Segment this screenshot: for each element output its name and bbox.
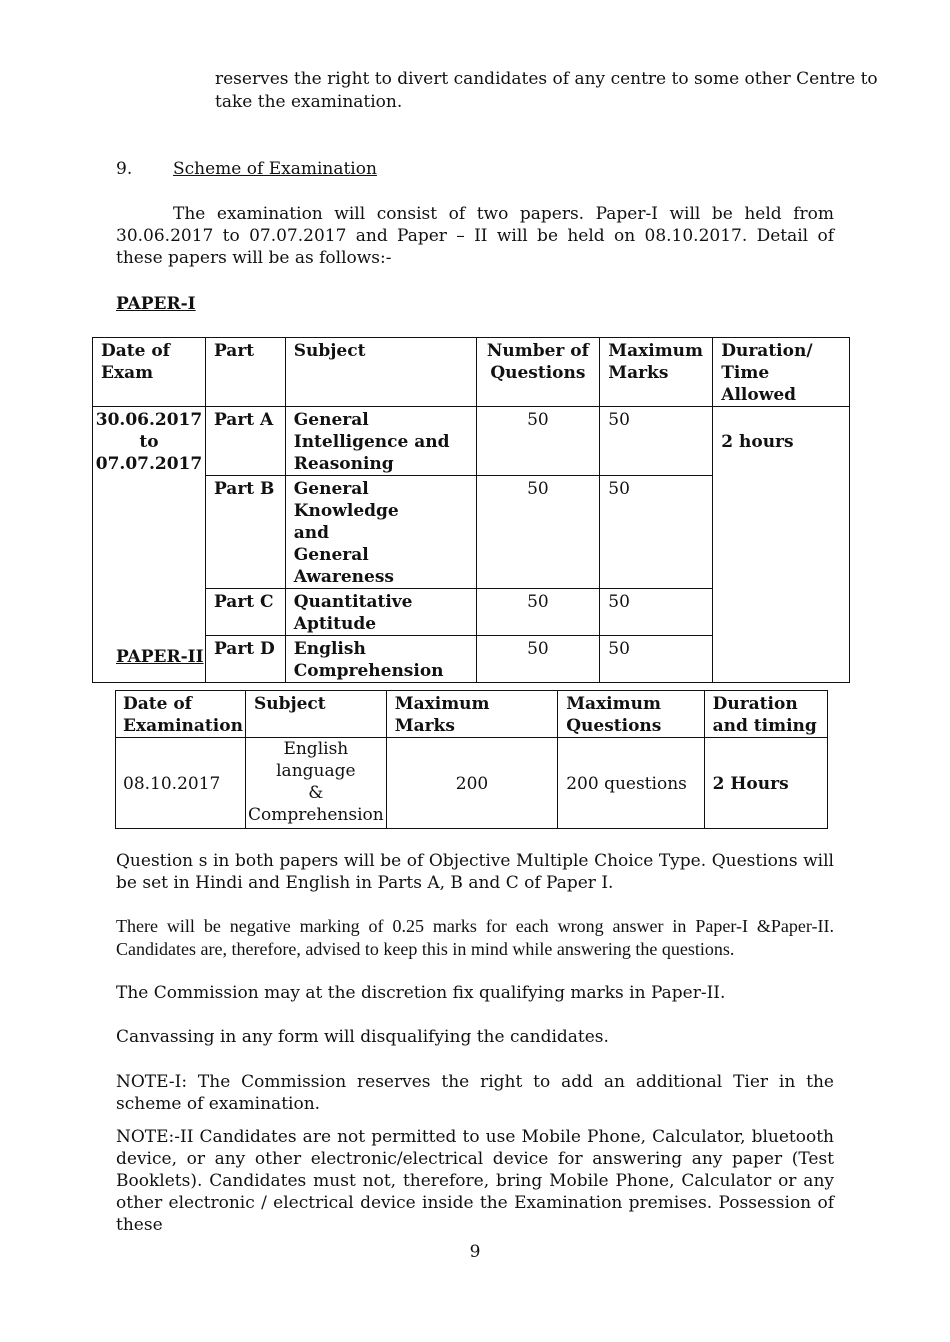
p1-row-d-subject: English Comprehension: [285, 636, 476, 683]
p2-date: 08.10.2017: [116, 738, 246, 829]
qualifying-paragraph: The Commission may at the discretion fix qualifying marks in Paper-II.: [116, 983, 726, 1003]
paper2-heading: PAPER-II: [116, 647, 204, 667]
paper1-heading: PAPER-I: [116, 294, 196, 314]
p1-header-date: Date of Exam: [93, 338, 206, 407]
p2-header-date: Date of Examination: [116, 691, 246, 738]
p2-subject-l3: &: [308, 783, 324, 803]
p2-header-subject: Subject: [245, 691, 386, 738]
canvassing-paragraph: Canvassing in any form will disqualifying the candidates.: [116, 1027, 609, 1047]
p1-row-a-marks: 50: [600, 407, 713, 476]
p1-row-c-questions: 50: [476, 589, 600, 636]
p1-header-marks: Maximum Marks: [600, 338, 713, 407]
note-1-paragraph: NOTE-I: The Commission reserves the right to add an additional Tier in the scheme of examination.: [116, 1072, 834, 1114]
p1-date-to-word: to: [139, 432, 159, 452]
p1-row-b-questions: 50: [476, 476, 600, 589]
p1-row-a-subject: General Intelligence and Reasoning: [285, 407, 476, 476]
p1-row-c-marks: 50: [600, 589, 713, 636]
p1-row-d-marks: 50: [600, 636, 713, 683]
p1-row-b-subject-l1: General Knowledge: [293, 479, 399, 521]
p1-date-from: 30.06.2017: [95, 410, 203, 430]
p2-header-questions: Maximum Questions: [558, 691, 704, 738]
p2-header-duration: Duration and timing: [704, 691, 827, 738]
p1-duration: 2 hours: [721, 432, 794, 452]
p2-duration: 2 Hours: [704, 738, 827, 829]
p1-row-b-subject-l3: General Awareness: [293, 545, 394, 587]
p1-header-duration: Duration/ Time Allowed: [713, 338, 850, 407]
p1-row-a-questions: 50: [476, 407, 600, 476]
intro-line-1: reserves the right to divert candidates of any centre to some other Centre to: [215, 69, 878, 89]
page-number: 9: [469, 1242, 481, 1262]
p1-row-b-subject-l2: and: [293, 523, 330, 543]
p1-header-part: Part: [205, 338, 285, 407]
note-2-paragraph: NOTE:-II Candidates are not permitted to use Mobile Phone, Calculator, bluetooth device, or any other electronic/electrical device for answering any paper (Test Booklets). Candidates must not, therefore, bring Mobile Phone, Calculator or any other electronic / electrical device inside the Examination premises. Possession of these: [116, 1127, 834, 1235]
p1-date-to: 07.07.2017: [95, 454, 203, 474]
p2-subject-l2: language: [276, 761, 356, 781]
p1-header-subject: Subject: [285, 338, 476, 407]
p1-row-c-part: Part C: [205, 589, 285, 636]
objective-paragraph: Question s in both papers will be of Objective Multiple Choice Type. Questions will be set in Hindi and English in Parts A, B and C of Paper I.: [116, 851, 834, 893]
p1-row-b-part: Part B: [205, 476, 285, 589]
p1-row-b-subject: [285, 476, 476, 589]
p2-subject-l1: English: [283, 739, 349, 759]
p2-header-marks: Maximum Marks: [386, 691, 557, 738]
p2-subject-l4: Comprehension: [247, 805, 384, 825]
intro-line-2: take the examination.: [215, 92, 403, 112]
p1-duration-cell: [713, 407, 850, 683]
p2-subject: [245, 738, 386, 829]
p1-row-d-questions: 50: [476, 636, 600, 683]
section-number: 9.: [116, 159, 133, 179]
paper2-table: [115, 690, 828, 829]
p1-header-questions: Number of Questions: [476, 338, 600, 407]
p1-row-c-subject: Quantitative Aptitude: [285, 589, 476, 636]
scheme-paragraph: The examination will consist of two papers. Paper-I will be held from 30.06.2017 to 07.07.2017 and Paper – II will be held on 08.10.2017. Detail of these papers will be as follows:-: [116, 204, 834, 268]
section-title: Scheme of Examination: [173, 159, 377, 179]
p2-questions: 200 questions: [558, 738, 704, 829]
negative-marking-paragraph: There will be negative marking of 0.25 marks for each wrong answer in Paper-I &Paper-II. Candidates are, therefore, advised to keep this in mind while answering the questions.: [116, 916, 834, 959]
p1-date-cell: [93, 407, 206, 683]
p1-row-d-part: Part D: [205, 636, 285, 683]
p1-row-b-marks: 50: [600, 476, 713, 589]
p2-marks: 200: [386, 738, 557, 829]
paper1-table: [92, 337, 850, 683]
p1-row-a-part: Part A: [205, 407, 285, 476]
